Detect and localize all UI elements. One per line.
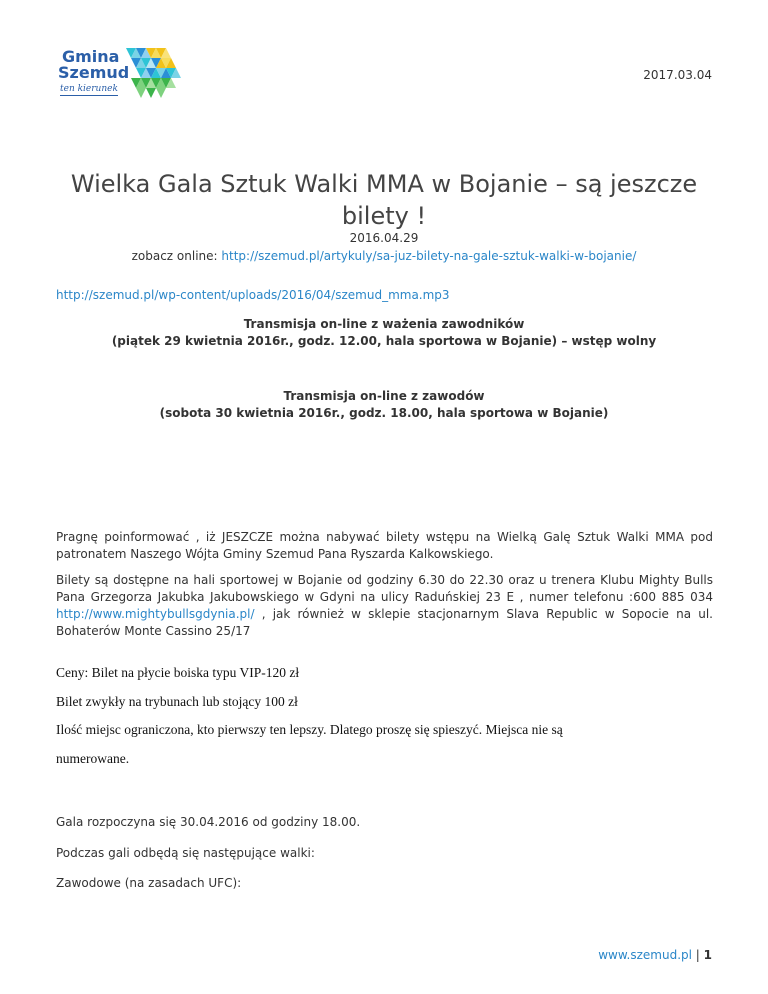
mighty-bulls-link[interactable]: http://www.mightybullsgdynia.pl/ (56, 607, 255, 621)
weigh-in-heading: Transmisja on-line z ważenia zawodników (243, 317, 525, 331)
tickets-availability-paragraph (56, 572, 713, 640)
gala-start-time: Gala rozpoczyna się 30.04.2016 od godziny 18.00. (56, 815, 361, 829)
logo-word-gmina: Gmina (62, 47, 120, 66)
online-prefix: zobacz online: (131, 249, 222, 263)
logo-word-szemud: Szemud (58, 63, 130, 82)
limited-seats-notice-continued: numerowane. (56, 751, 130, 766)
logo-tagline: ten kierunek (60, 84, 118, 94)
gmina-szemud-logo (58, 44, 190, 104)
triangle-mosaic-icon (126, 48, 190, 100)
price-standard: Bilet zwykły na trybunach lub stojący 100 zł (56, 694, 298, 709)
price-vip: Ceny: Bilet na płycie boiska typu VIP-120 zł (56, 665, 300, 680)
professional-fights-heading: Zawodowe (na zasadach UFC): (56, 876, 242, 890)
document-date: 2017.03.04 (643, 68, 712, 82)
availability-text-continued: , jak również w sklepie stacjonarnym Slava Republic w Sopocie na ul. Bohaterów Monte Cassino 25/17 (56, 607, 713, 638)
page-number: 1 (703, 948, 712, 962)
footer-site-link[interactable]: www.szemud.pl (598, 948, 692, 962)
fights-broadcast-block (0, 388, 768, 422)
article-title: Wielka Gala Sztuk Walki MMA w Bojanie – są jeszcze bilety ! (70, 170, 698, 230)
weigh-in-details: (piątek 29 kwietnia 2016r., godz. 12.00, hala sportowa w Bojanie) – wstęp wolny (111, 334, 657, 348)
limited-seats-notice: Ilość miejsc ograniczona, kto pierwszy ten lepszy. Dlatego proszę się spieszyć. Miejsca nie są (56, 722, 563, 737)
fights-heading: Transmisja on-line z zawodów (283, 389, 485, 403)
publication-date: 2016.04.29 (349, 231, 419, 245)
page-footer (598, 948, 712, 962)
tickets-intro-paragraph: Pragnę poinformować , iż JESZCZE można nabywać bilety wstępu na Wielką Galę Sztuk Walki MMA pod patronatem Naszego Wójta Gminy Szemud Pana Ryszarda Kalkowskiego. (56, 530, 713, 561)
fights-details: (sobota 30 kwietnia 2016r., godz. 18.00, hala sportowa w Bojanie) (159, 406, 609, 420)
availability-text: Bilety są dostępne na hali sportowej w Bojanie od godziny 6.30 do 22.30 oraz u trenera Klubu Mighty Bulls Pana Grzegorza Jakubka Jakubowskiego w Gdyni na ulicy Raduńskiej 23 E , numer telefonu :600 885 034 (56, 573, 713, 604)
article-url-link[interactable]: http://szemud.pl/artykuly/sa-juz-bilety-na-gale-sztuk-walki-w-bojanie/ (221, 249, 637, 263)
weigh-in-broadcast-block (0, 316, 768, 350)
gala-fights-intro: Podczas gali odbędą się następujące walki: (56, 846, 315, 860)
footer-separator: | (691, 948, 704, 962)
mp3-audio-link[interactable]: http://szemud.pl/wp-content/uploads/2016/04/szemud_mma.mp3 (56, 288, 450, 302)
online-link-line (0, 249, 768, 263)
